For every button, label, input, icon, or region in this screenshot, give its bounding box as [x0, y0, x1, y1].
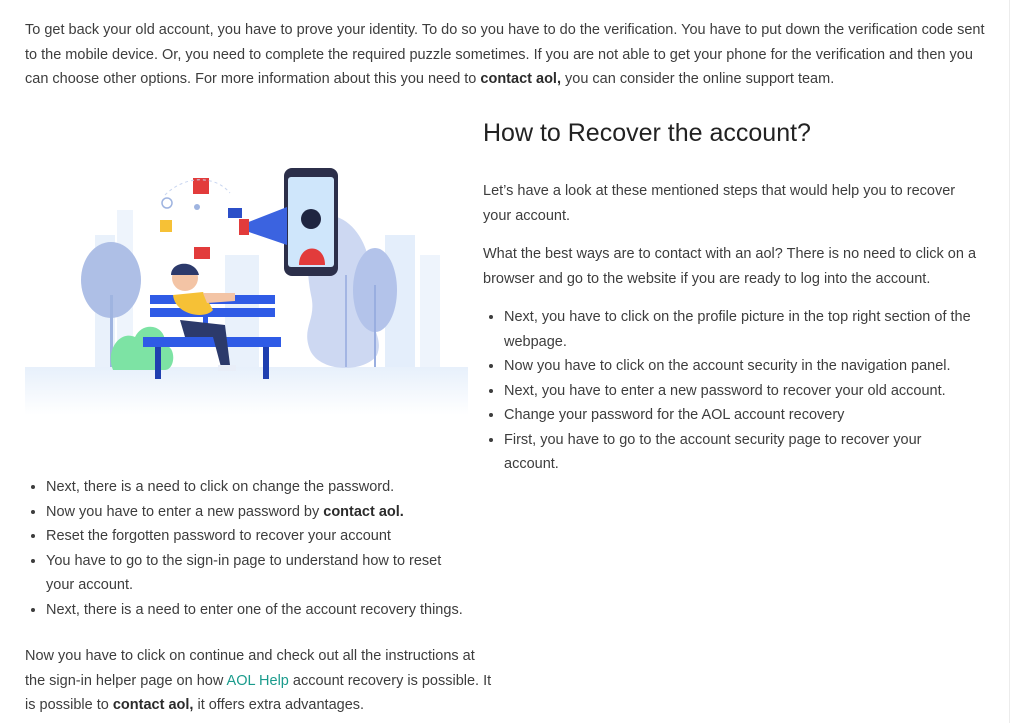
password-steps-list — [25, 475, 470, 622]
list-item: • Now you have to click on the account security in the navigation panel. — [504, 354, 978, 379]
section-heading: How to Recover the account? — [483, 119, 811, 147]
intro-paragraph — [25, 18, 990, 92]
intro-text: To get back your old account, you have to prove your identity. To do so you have to do the verification. You have to put down the verification code sent to the mobile device. Or, you need to complete the required puzzle sometimes. If you are not able to get your phone for the verification and then you can choose other options. For more information about this you need to — [25, 22, 985, 87]
helper-text-middle: account recovery is possible. It is possible to — [25, 672, 492, 713]
intro-tail-text: you can consider the online support team. — [560, 71, 835, 87]
recovery-illustration — [25, 115, 468, 415]
helper-paragraph — [25, 644, 495, 718]
recovery-section — [483, 114, 978, 477]
list-item: • Next, you have to enter a new password to recover your old account. — [504, 379, 978, 404]
list-item: • Next, there is a need to enter one of the account recovery things. — [46, 598, 470, 623]
person-on-bench-with-phone-megaphone-illustration-icon — [25, 115, 468, 415]
list-item: • First, you have to go to the account security page to recover your account. — [504, 428, 978, 477]
intro-bold-contact: contact aol, — [480, 71, 561, 87]
list-item — [46, 500, 470, 525]
list-item: • Next, you have to click on the profile picture in the top right section of the webpage. — [504, 305, 978, 354]
recovery-steps-list — [483, 305, 978, 477]
helper-text-end: it offers extra advantages. — [193, 697, 365, 713]
aol-help-link[interactable]: AOL Help — [226, 672, 289, 689]
intro-steps-paragraph: Let’s have a look at these mentioned steps that would help you to recover your account. — [483, 183, 956, 224]
list-item: • Change your password for the AOL account recovery — [504, 403, 978, 428]
contact-ways-paragraph: What the best ways are to contact with an aol? There is no need to click on a browser and go to the website if you are ready to log into the account. — [483, 246, 977, 287]
page-edge-divider — [1009, 0, 1010, 723]
list-item: • You have to go to the sign-in page to understand how to reset your account. — [46, 549, 470, 598]
list-item-text: Now you have to enter a new password by — [46, 503, 324, 520]
password-steps — [25, 475, 470, 622]
helper-bold-contact: contact aol, — [112, 697, 194, 713]
helper-text-start: Now you have to click on continue and check out all the instructions at the sign-in helper page on how — [25, 648, 475, 689]
list-item: • Next, there is a need to click on change the password. — [46, 475, 470, 500]
list-item-bold-contact: contact aol. — [323, 503, 404, 520]
list-item: • Reset the forgotten password to recover your account — [46, 524, 470, 549]
